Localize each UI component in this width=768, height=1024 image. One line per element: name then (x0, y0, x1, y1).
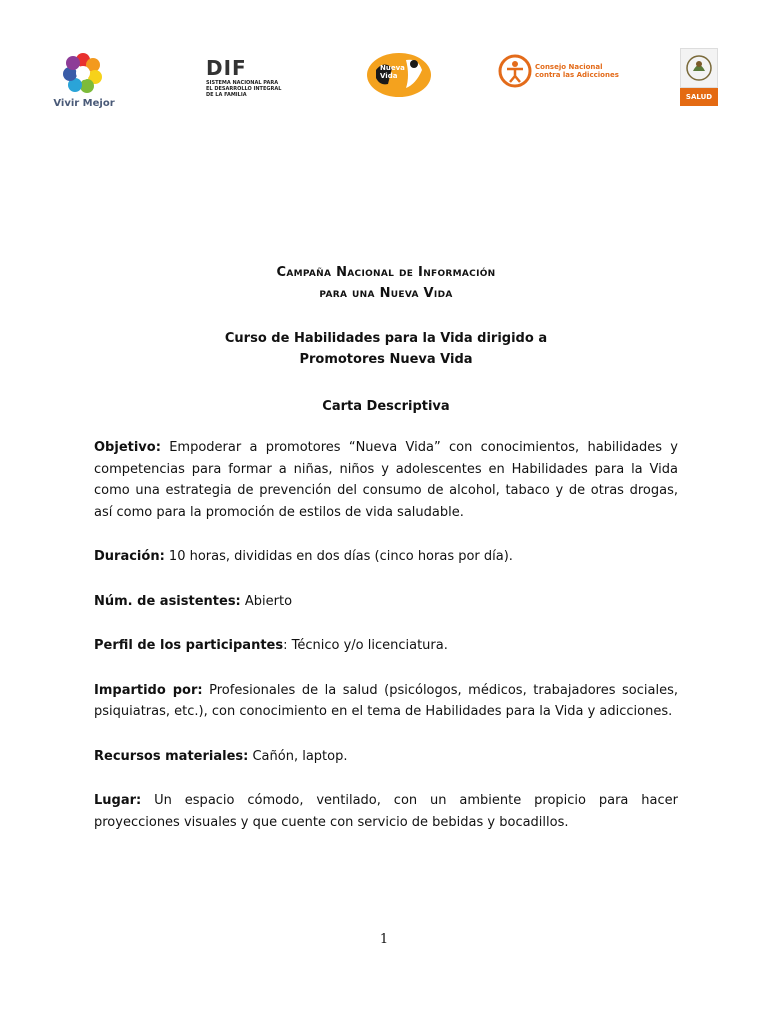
subtitle-block (94, 328, 678, 370)
perfil-text: : Técnico y/o licenciatura. (283, 638, 448, 653)
lugar-paragraph (94, 790, 678, 833)
document-body (94, 262, 678, 833)
vivir-mejor-text: Vivir Mejor (53, 98, 115, 109)
dif-subtitle: SISTEMA NACIONAL PARA EL DESARROLLO INTEGRAL DE LA FAMILIA (206, 80, 282, 98)
dif-mark: DIF (206, 56, 247, 80)
duracion-label: Duración: (94, 549, 165, 564)
carta-heading: Carta Descriptiva (322, 399, 450, 414)
nueva-vida-text: Nueva Vida (380, 64, 405, 80)
perfil-label: Perfil de los participantes (94, 638, 284, 653)
impartido-label: Impartido por: (94, 682, 203, 698)
seal-icon (680, 48, 718, 88)
recursos-paragraph (94, 746, 678, 768)
page-number: 1 (379, 932, 389, 947)
flower-icon (62, 52, 104, 94)
duracion-paragraph (94, 546, 678, 568)
impartido-paragraph (94, 680, 678, 723)
vivir-mejor-logo (52, 52, 116, 112)
dif-logo (206, 56, 282, 112)
objetivo-text: Empoderar a promotores “Nueva Vida” con conocimientos, habilidades y competencias para formar a niñas, niños y adolescentes en Habilidades para la Vida como una estrategia de prevención del consumo de alcohol, tabaco y de otras drogas, así como para la promoción de estilos de vida saludable. (94, 440, 678, 520)
subtitle-line-2: Promotores Nueva Vida (299, 352, 473, 367)
subtitle-line-1: Curso de Habilidades para la Vida dirigido a (224, 331, 548, 346)
salud-text: SALUD (680, 88, 718, 106)
recursos-text: Cañón, laptop. (252, 748, 348, 764)
title-line-1: Campaña Nacional de Información (276, 265, 496, 280)
conadic-text: Consejo Nacional contra las Adicciones (535, 63, 619, 79)
duracion-text: 10 horas, divididas en dos días (cinco horas por día). (168, 549, 513, 564)
lugar-label: Lugar: (94, 793, 142, 808)
asistentes-text: Abierto (244, 593, 293, 609)
figure-icon (498, 54, 532, 88)
title-line-2: para una Nueva Vida (319, 286, 453, 301)
salud-logo (680, 48, 718, 106)
lugar-text: Un espacio cómodo, ventilado, con un ambiente propicio para hacer proyecciones visuales y que cuente con servicio de bebidas y bocadillos. (94, 793, 678, 830)
objetivo-label: Objetivo: (94, 440, 161, 455)
recursos-label: Recursos materiales: (94, 748, 249, 764)
asistentes-paragraph (94, 591, 678, 613)
perfil-paragraph (94, 635, 678, 657)
header-logos (0, 44, 768, 114)
asistentes-label: Núm. de asistentes: (94, 593, 241, 609)
impartido-text: Profesionales de la salud (psicólogos, médicos, trabajadores sociales, psiquiatras, etc.), con conocimiento en el tema de Habilidades para la Vida y adicciones. (94, 682, 679, 719)
objetivo-paragraph (94, 437, 678, 523)
nueva-vida-logo (366, 50, 432, 100)
conadic-logo (498, 54, 628, 94)
